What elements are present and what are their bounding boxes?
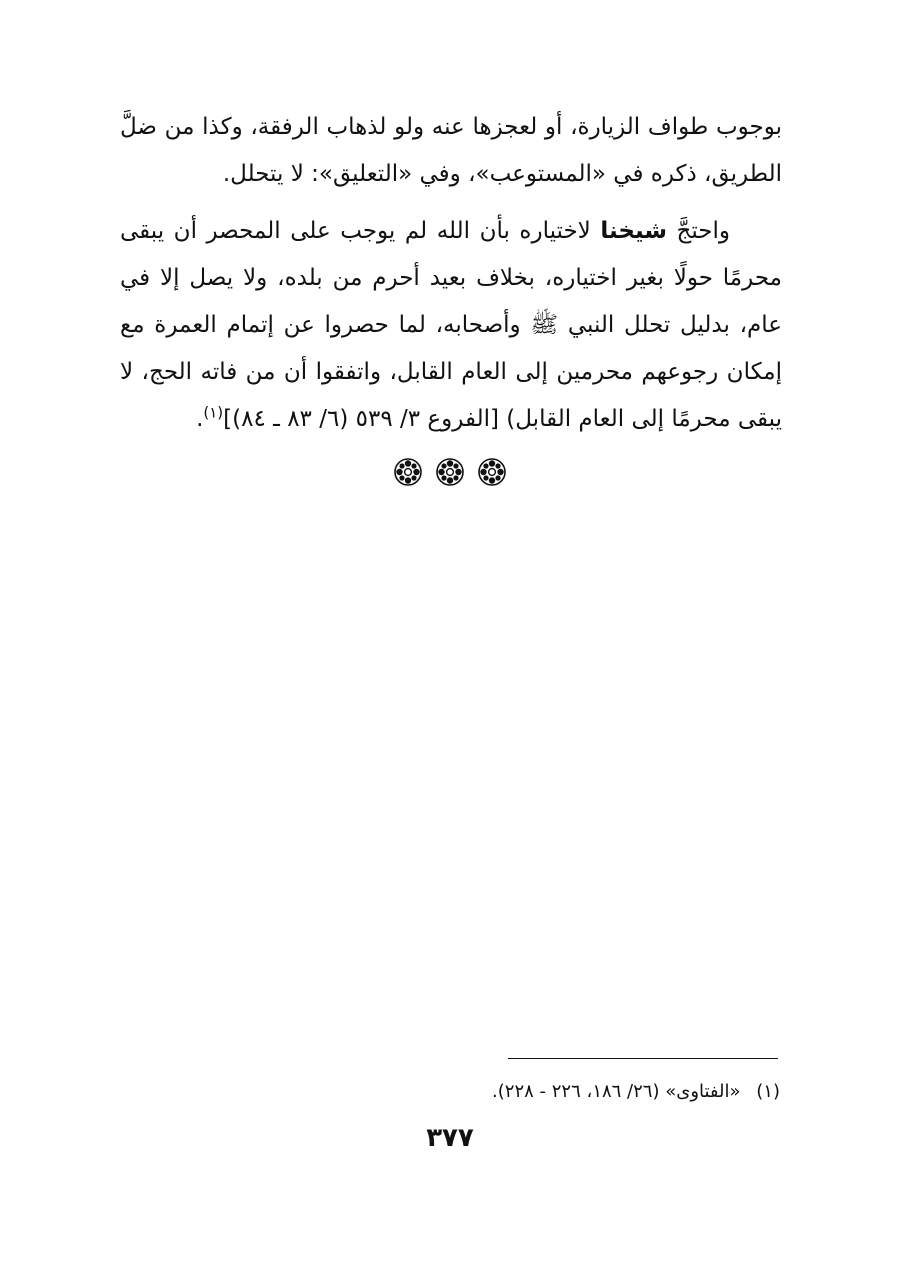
shaykh-name: شيخنا bbox=[600, 218, 667, 244]
footnote bbox=[360, 1078, 780, 1106]
main-text bbox=[120, 104, 782, 443]
section-divider bbox=[380, 458, 520, 494]
paragraph-2-text: لاختياره بأن الله لم يوجب على المحصر أن يبقى محرمًا حولًا بغير اختياره، بخلاف بعيد أحرم من بلده، ولا يصل إلا في عام، بدليل تحلل النبي ﷺ وأصحابه، لما حصروا عن إتمام العمرة مع إمكان رجوعهم محرمين إلى العام القابل، واتفقوا أن من فاته الحج، لا يبقى محرمًا إلى العام القابل) [الفروع ٣/ ٥٣٩ (٦/ ٨٣ ـ ٨٤)] bbox=[120, 218, 782, 432]
footnote-divider bbox=[508, 1058, 778, 1059]
paragraph-2-end: . bbox=[196, 406, 204, 432]
paragraph-2-lead: واحتجَّ bbox=[676, 218, 731, 244]
page-number: ٣٧٧ bbox=[426, 1123, 474, 1153]
footnote-number: (١) bbox=[756, 1081, 780, 1102]
paragraph-1-text: بوجوب طواف الزيارة، أو لعجزها عنه ولو لذهاب الرفقة، وكذا من ضلَّ الطريق، ذكره في «المستوعب»، وفي «التعليق»: لا يتحلل. bbox=[120, 114, 782, 187]
paragraph-2 bbox=[120, 208, 782, 443]
footnote-text: «الفتاوى» (٢٦/ ١٨٦، ٢٢٦ - ٢٢٨). bbox=[492, 1081, 741, 1102]
flower-ornament-icon bbox=[436, 458, 464, 486]
flower-ornament-icon bbox=[394, 458, 422, 486]
flower-ornament-icon bbox=[478, 458, 506, 486]
footnote-ref: (١) bbox=[203, 403, 224, 422]
paragraph-1 bbox=[120, 104, 782, 198]
